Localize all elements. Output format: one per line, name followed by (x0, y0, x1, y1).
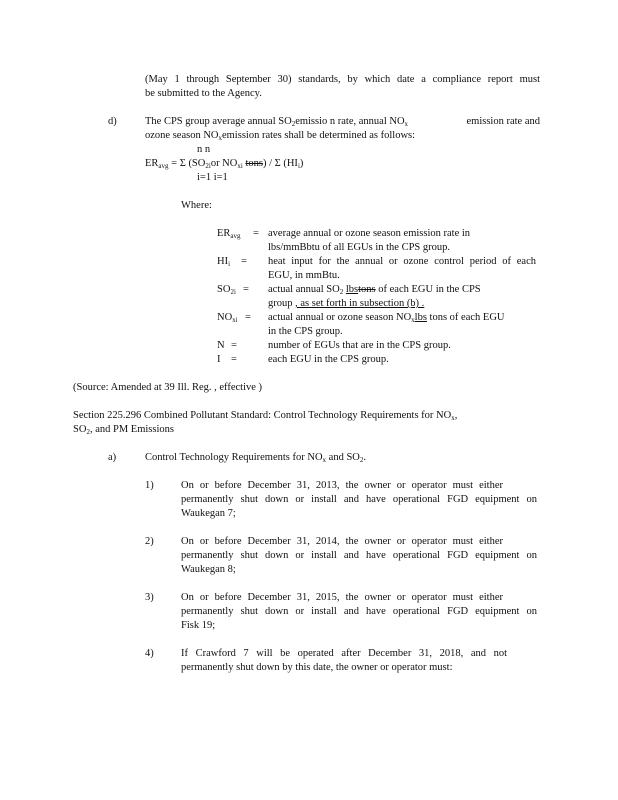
def-term: $NO_{xi}$ (217, 312, 238, 324)
def-text: average annual or ozone season emission rate in (268, 228, 471, 239)
def-equals: = (231, 354, 237, 365)
list-item-text: If Crawford 7 will be operated after December 31, 2018, and not (181, 648, 507, 659)
def-term: $HI_i$ (217, 256, 231, 268)
list-item-text: On or before December 31, 2013, the owner or operator must either (181, 480, 503, 491)
def-text: heat input for the annual or ozone control period of each (268, 256, 536, 267)
source-note: (Source: Amended at 39 Ill. Reg. , effective ) (73, 382, 263, 393)
def-term: N (217, 340, 225, 351)
list-item-text: permanently shut down or install and have operational FGD equipment on (181, 550, 537, 561)
def-text: number of EGUs that are in the CPS group. (268, 340, 451, 351)
def-term: $ER_{avg}$ (217, 228, 241, 240)
inserted-text: lbs (414, 312, 427, 323)
list-item-label: 3) (145, 592, 154, 603)
list-item-text: permanently shut down by this date, the owner or operator must: (181, 662, 453, 673)
section-heading-line-2: $SO_2$, and PM Emissions (73, 424, 174, 436)
def-text: group , as set forth in subsection (b) . (268, 298, 425, 309)
def-text: in the CPS group. (268, 326, 343, 337)
item-a-label: a) (108, 452, 117, 463)
intro-line-1: (May 1 through September 30) standards, by which date a compliance report must (145, 74, 540, 85)
list-item-text: Waukegan 7; (181, 508, 236, 519)
def-term: $SO_{2i}$ (217, 284, 236, 296)
def-equals: = (241, 256, 247, 267)
def-text: actual annual $SO_2$ lbstons of each EGU in the CPS (268, 284, 481, 296)
def-equals: = (243, 284, 249, 295)
def-equals: = (231, 340, 237, 351)
item-d-label: d) (108, 116, 117, 127)
list-item-text: Waukegan 8; (181, 564, 236, 575)
formula-equation: $ER_{avg} = \Sigma$ ($SO_{2i}or$ $NO_{xi}$ tons) / Σ $(HI_i)$ (145, 158, 304, 170)
list-item-text: permanently shut down or install and have operational FGD equipment on (181, 494, 537, 505)
def-term: I (217, 354, 221, 365)
def-equals: = (253, 228, 259, 239)
def-equals: = (245, 312, 251, 323)
list-item-label: 1) (145, 480, 154, 491)
list-item-label: 4) (145, 648, 154, 659)
def-text: lbs/mmBbtu of all EGUs in the CPS group. (268, 242, 451, 253)
section-heading-line-1: Section 225.296 Combined Pollutant Standard: Control Technology Requirements for $NO_x$, (73, 410, 458, 422)
formula-upper-limits: n n (197, 144, 211, 155)
def-text: actual annual or ozone season $NO_xlbs$ tons of each EGU (268, 312, 505, 324)
inserted-text: , as set forth in subsection (b) . (295, 298, 425, 309)
struck-text: tons (358, 284, 376, 295)
list-item-text: On or before December 31, 2014, the owner or operator must either (181, 536, 503, 547)
list-item-text: permanently shut down or install and have operational FGD equipment on (181, 606, 537, 617)
list-item-label: 2) (145, 536, 154, 547)
item-d-line-2: ozone season $NO_xemission$ rates shall be determined as follows: (145, 130, 416, 142)
def-text: each EGU in the CPS group. (268, 354, 389, 365)
intro-line-2: be submitted to the Agency. (145, 88, 262, 99)
inserted-text: lbs (345, 284, 359, 295)
item-d-line-1: The CPS group average annual $SO_2emissio$ n rate, annual $NO_x$ emission rate and (145, 116, 540, 128)
def-text: EGU, in mmBtu. (268, 270, 340, 281)
list-item-text: On or before December 31, 2015, the owner or operator must either (181, 592, 503, 603)
struck-tons: tons (245, 158, 263, 169)
list-item-text: Fisk 19; (181, 620, 216, 631)
item-a-heading: Control Technology Requirements for $NO_x$ and $SO_2$. (145, 452, 367, 464)
where-label: Where: (181, 200, 212, 211)
formula-lower-limits: i=1 i=1 (197, 172, 228, 183)
